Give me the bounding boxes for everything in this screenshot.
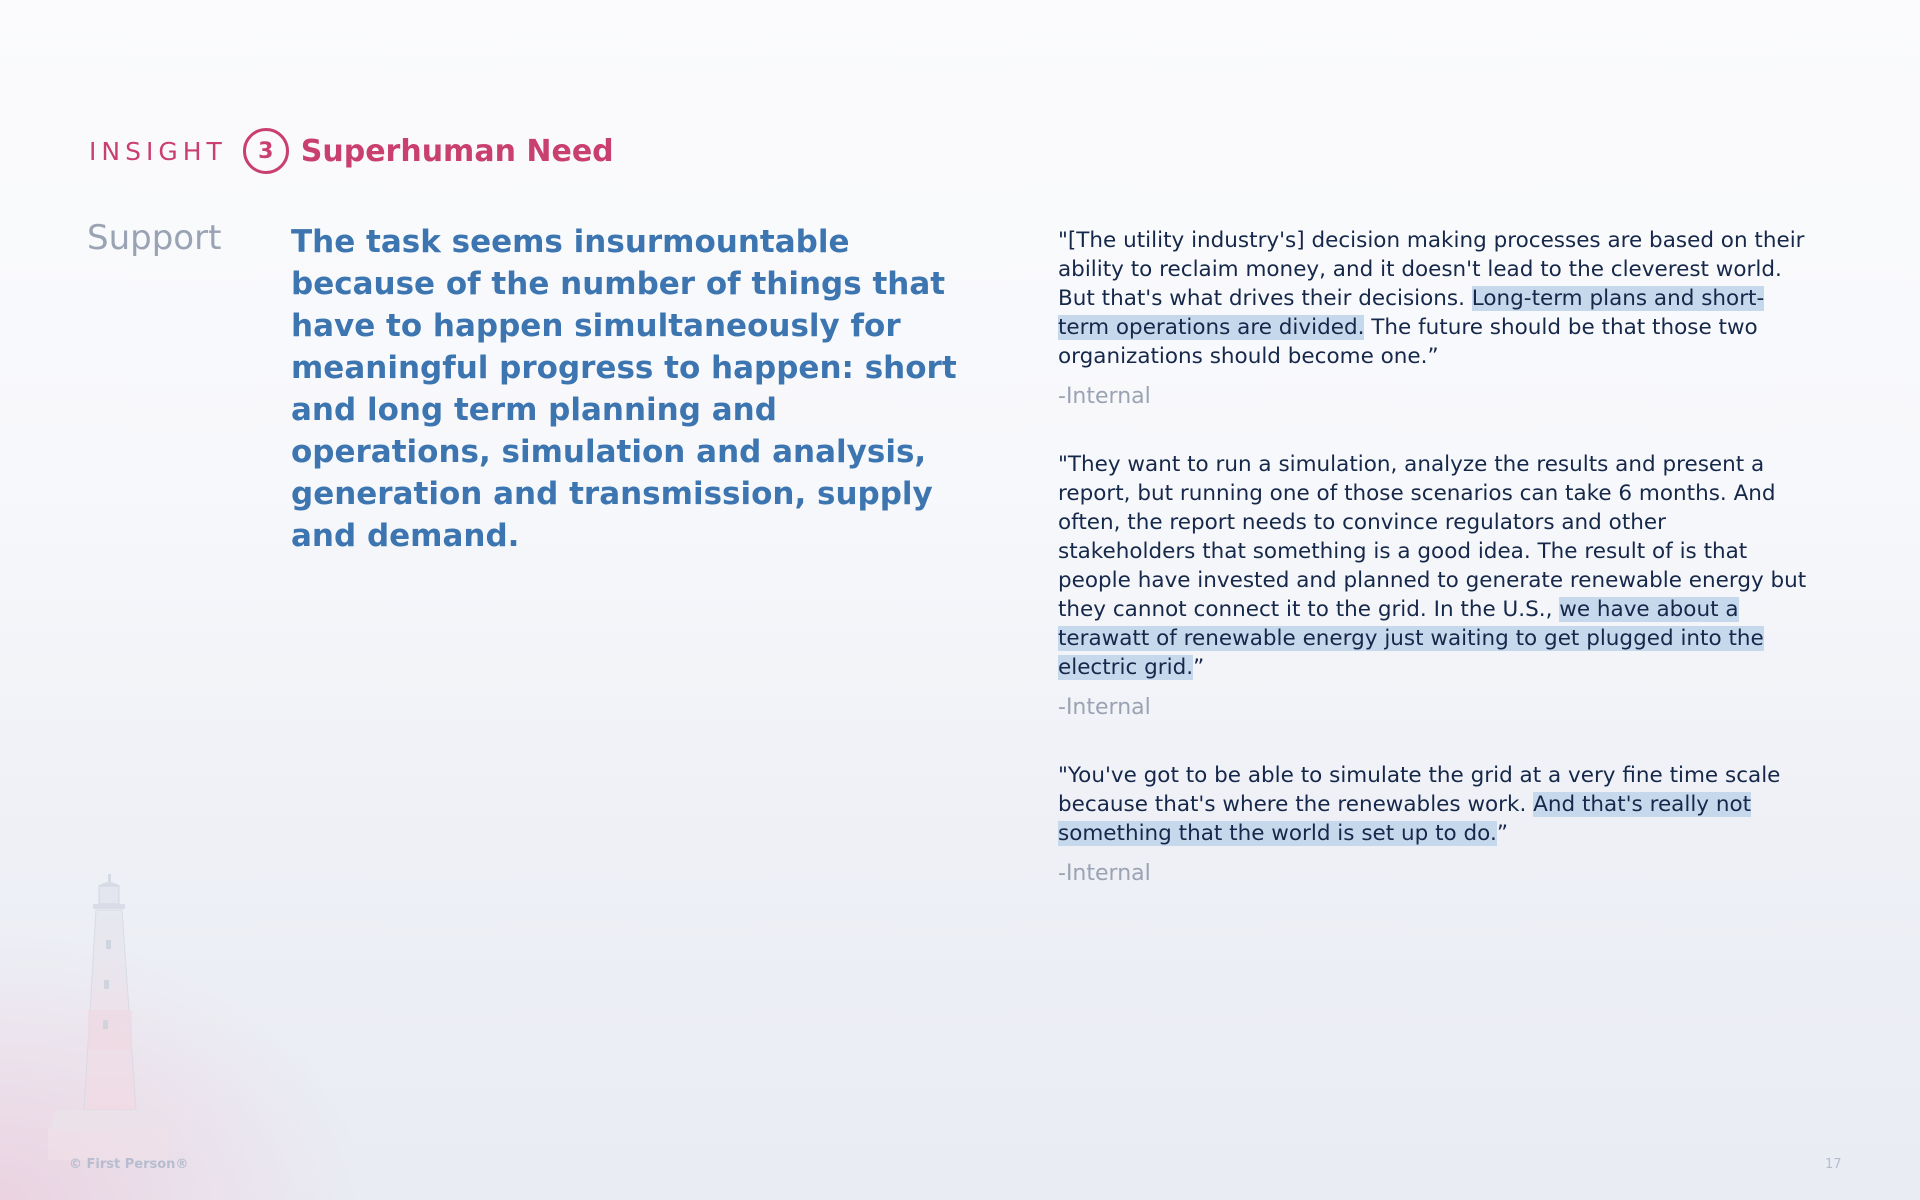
quote-text xyxy=(1058,226,1808,371)
quote-text xyxy=(1058,761,1808,848)
copyright: © First Person® xyxy=(69,1157,189,1172)
quote-source: -Internal xyxy=(1058,384,1151,409)
support-label: Support xyxy=(87,218,222,258)
insight-number-badge: 3 xyxy=(243,128,289,174)
quote-highlight: Long-term plans and short-term operations are divided. xyxy=(1058,286,1765,340)
insight-title: Superhuman Need xyxy=(300,133,614,169)
quote-source: -Internal xyxy=(1058,695,1151,720)
lighthouse-image xyxy=(48,870,168,1160)
quote-text-before: "[The utility industry's] decision making processes are based on their ability to reclaim money, and it doesn't lead to the cleverest world. But that's what drives their decisions. xyxy=(1058,228,1805,311)
quote-text xyxy=(1058,450,1808,682)
lead-statement: The task seems insurmountable because of the number of things that have to happen simultaneously for meaningful progress to happen: short and long term planning and operations, simulation and analysis, generation and transmission, supply and demand. xyxy=(291,224,957,554)
quote-block xyxy=(1058,450,1808,720)
insight-label: INSIGHT xyxy=(89,136,227,166)
quote-highlight: And that's really not something that the world is set up to do. xyxy=(1058,792,1752,846)
quote-text-after: ” xyxy=(1496,821,1508,846)
page-number: 17 xyxy=(1825,1157,1842,1172)
quote-block xyxy=(1058,761,1808,886)
quote-block xyxy=(1058,226,1808,409)
quotes-column xyxy=(1058,226,1808,886)
quote-text-after: The future should be that those two organizations should become one.” xyxy=(1058,315,1758,369)
quote-highlight: we have about a terawatt of renewable energy just waiting to get plugged into the electric grid. xyxy=(1058,597,1764,680)
quote-source: -Internal xyxy=(1058,861,1151,886)
quote-text-before: "They want to run a simulation, analyze the results and present a report, but running one of those scenarios can take 6 months. And often, the report needs to convince regulators and other stakeholders that something is a good idea. The result of is that people have invested and planned to generate renewable energy but they cannot connect it to the grid. In the U.S., xyxy=(1058,452,1807,622)
quote-text-before: "You've got to be able to simulate the grid at a very fine time scale because that's where the renewables work. xyxy=(1058,763,1781,817)
insight-header xyxy=(89,127,614,175)
quote-text-after: ” xyxy=(1193,655,1205,680)
